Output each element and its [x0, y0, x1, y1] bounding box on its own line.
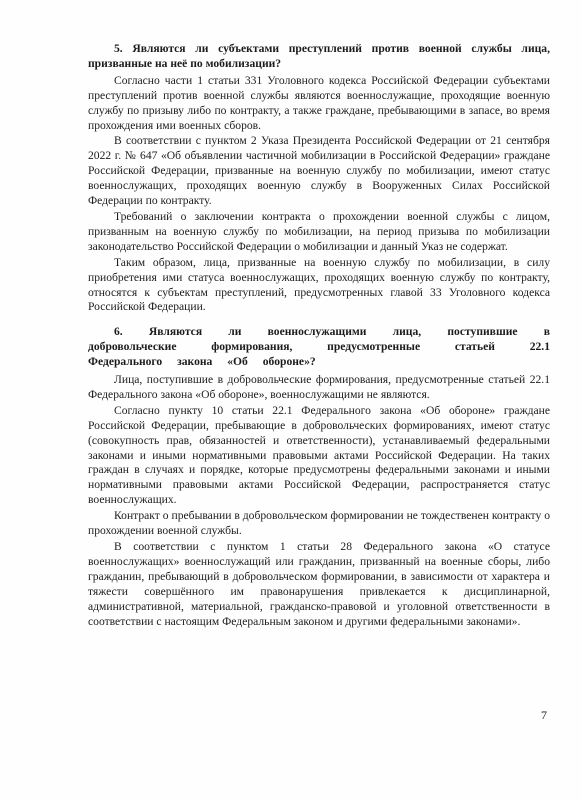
section-6-paragraph-1: Лица, поступившие в добровольческие формирования, предусмотренные статьей 22.1 Федерального закона «Об обороне», военнослужащими не являются. [88, 373, 550, 401]
section-5-paragraph-4: Таким образом, лица, призванные на военную службу по мобилизации, в силу приобретения ими статуса военнослужащих, проходящих военную службу по контракту, относятся к субъектам преступлений, предусмотренных главой 33 Уголовного кодекса Российской Федерации. [88, 255, 550, 314]
document-body [88, 42, 550, 629]
section-6-heading: 6. Являются ли военнослужащими лица, поступившие в добровольческие формирования, предусмотренные статьей 22.1 Федерального закона «Об обороне»? [88, 325, 550, 369]
section-6-paragraph-4: В соответствии с пунктом 1 статьи 28 Федерального закона «О статусе военнослужащих» военнослужащий или гражданин, призванный на военные сборы, либо гражданин, пребывающий в добровольческом формировании, в зависимости от характера и тяжести совершённого им правонарушения привлекается к дисциплинарной, административной, материальной, гражданско-правовой и уголовной ответственности в соответствии с настоящим Федеральным законом и другими федеральными законами». [88, 540, 550, 628]
section-6-paragraph-3: Контракт о пребывании в добровольческом формировании не тождественен контракту о прохождении военной службы. [88, 509, 550, 538]
section-5-paragraph-1: Согласно части 1 статьи 331 Уголовного кодекса Российской Федерации субъектами преступлений против военной службы являются военнослужащие, проходящие военную службу по призыву либо по контракту, а также граждане, пребывающими в запасе, во время прохождения ими военных сборов. [88, 73, 550, 132]
section-6-paragraph-2: Согласно пункту 10 статьи 22.1 Федерального закона «Об обороне» граждане Российской Федерации, пребывающие в добровольческих формированиях, имеют статус (совокупность прав, обязанностей и ответственности), устанавливаемый федеральными законами и иными нормативными правовыми актами Российской Федерации. На таких граждан в случаях и порядке, которые предусмотрены федеральными законами и иными нормативными правовыми актами Российской Федерации, распространяется статус военнослужащих. [88, 403, 550, 507]
section-5-paragraph-3: Требований о заключении контракта о прохождении военной службы с лицом, призванным на военную службу по мобилизации, на период призыва по мобилизации законодательство Российской Федерации о мобилизации и данный Указ не содержат. [88, 209, 550, 253]
section-5-paragraph-2: В соответствии с пунктом 2 Указа Президента Российской Федерации от 21 сентября 2022 г. № 647 «Об объявлении частичной мобилизации в Российской Федерации» граждане Российской Федерации, призванные на военную службу по мобилизации, имеют статус военнослужащих, проходящих военную службу в Вооруженных Силах Российской Федерации по контракту. [88, 134, 550, 208]
page-number: 7 [541, 708, 547, 722]
section-5-heading: 5. Являются ли субъектами преступлений против военной службы лица, призванные на неё по мобилизации? [88, 42, 550, 70]
